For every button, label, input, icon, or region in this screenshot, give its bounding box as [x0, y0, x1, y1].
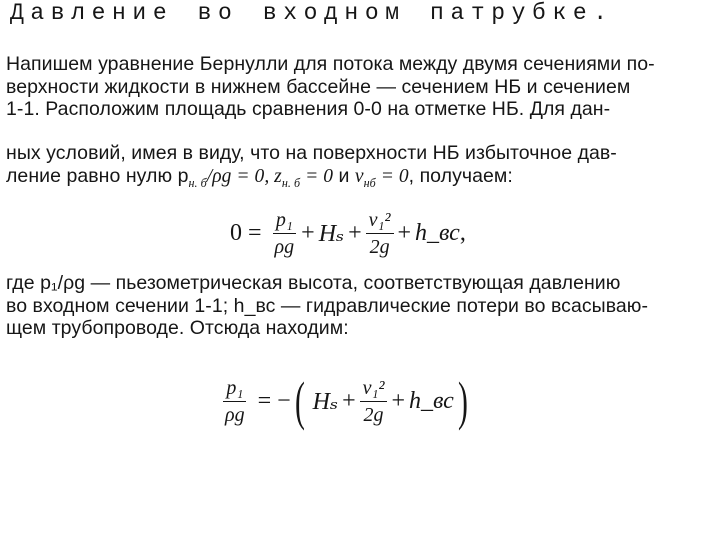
- paragraph-definitions: [6, 272, 714, 340]
- text-line: ление равно нулю $p_{н. б}/\rho g = 0$, $z_{н. б} = 0$ и $v_{нб} = 0$, получаем:: [6, 164, 513, 190]
- right-paren: ): [457, 371, 468, 431]
- equation-bernoulli: 0 = $\frac{\text{p₁}}{\rho g}$ + Hₛ + $\frac{\text{v₁²}}{2g}$ + h_вс ,: [230, 208, 466, 258]
- text-line: где p₁/ρg — пьезометрическая высота, соответствующая давлению: [6, 272, 621, 294]
- fraction-velocity-head: $\frac{\text{v₁²}}{2g}$: [366, 207, 394, 260]
- text-line: 1-1. Расположим площадь сравнения 0-0 на отметке НБ. Для дан-: [6, 98, 611, 120]
- left-paren: (: [294, 371, 305, 431]
- page-title: Давление во входном патрубке.: [10, 0, 614, 26]
- text-line: Напишем уравнение Бернулли для потока между двумя сечениями по-: [6, 53, 655, 75]
- text-line: верхности жидкости в нижнем бассейне — сечением НБ и сечением: [6, 75, 631, 98]
- equation-result: $\frac{\text{p₁}}{\rho g}$ = − ( Hₛ + $\frac{\text{v₁²}}{2g}$ + h_вс ): [218, 366, 472, 436]
- paragraph-intro: [6, 53, 714, 121]
- fraction-pressure-head: $\frac{\text{p₁}}{\rho g}$: [274, 208, 295, 258]
- fraction-velocity-head: $\frac{\text{v₁²}}{2g}$: [360, 375, 388, 428]
- text-line: щем трубопроводе. Отсюда находим:: [6, 317, 349, 339]
- text-line: во входном сечении 1-1; h_вс — гидравлические потери во всасываю-: [6, 294, 649, 317]
- text-line: ных условий, имея в виду, что на поверхности НБ избыточное дав-: [6, 142, 617, 164]
- fraction-pressure-head: $\frac{\text{p₁}}{\rho g}$: [225, 376, 245, 426]
- paragraph-conditions: [6, 142, 714, 194]
